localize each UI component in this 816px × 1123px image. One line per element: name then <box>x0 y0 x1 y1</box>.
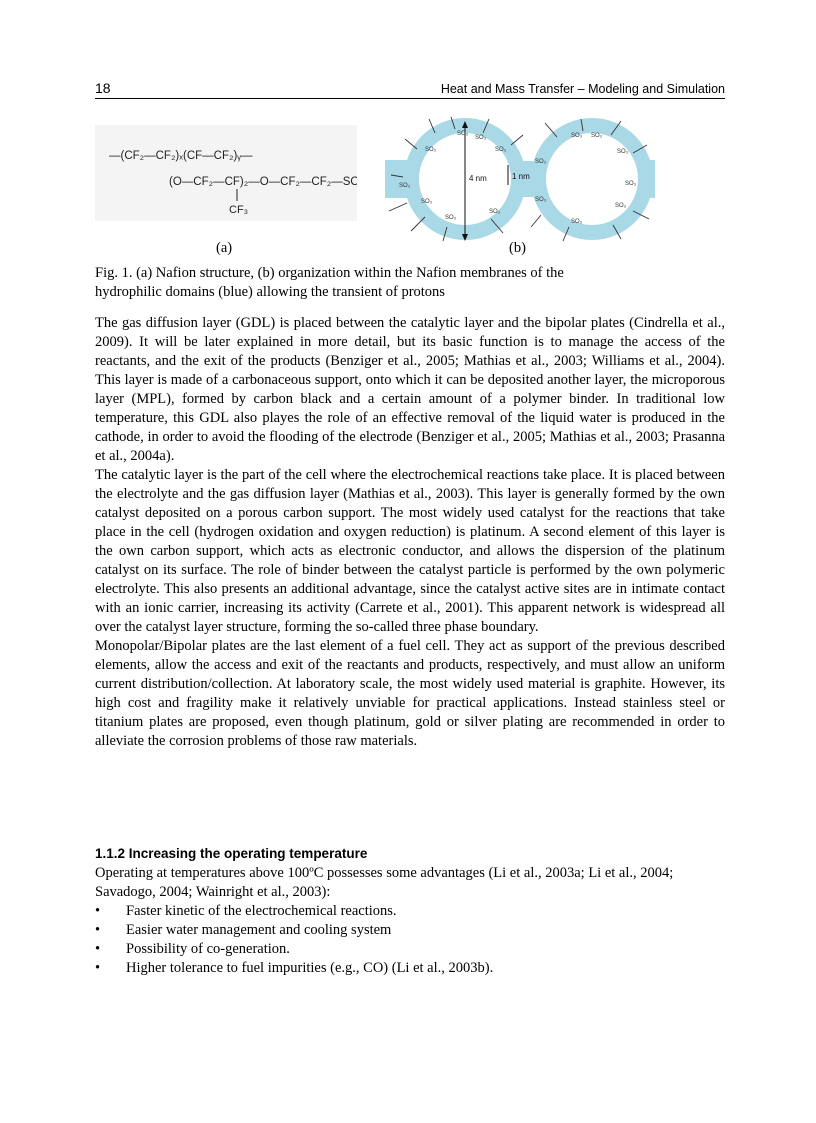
so3-label: SO₃ <box>571 219 583 225</box>
so3-label: SO₃ <box>615 203 627 209</box>
paragraph-gdl: The gas diffusion layer (GDL) is placed between the catalytic layer and the bipolar plates (Cindrella et al., 2009). It will be later explained in more detail, but its basic function is to manage the access of the reactants, and the exit of the products (Benziger et al., 2005; Mathias et al., 2003; Williams et al., 2004). This layer is made of a carbonaceous support, onto which it can be deposited another layer, the microporous layer (MPL), formed by carbon black and a certain amount of a polymer binder. In traditional low temperature, this GDL also playes the role of an effective removal of the liquid water is produced in the cathode, in order to avoid the flooding of the electrode (Benziger et al., 2005; Mathias et al., 2003; Prasanna et al., 2004a). <box>95 315 725 464</box>
pore-right-inner <box>546 133 638 225</box>
advantages-list <box>95 902 725 978</box>
so3-label: SO₃ <box>421 199 433 205</box>
caption-line-2: hydrophilic domains (blue) allowing the transient of protons <box>95 284 445 300</box>
so3-label: SO₃ <box>425 147 437 153</box>
paragraph-bipolar-plates: Monopolar/Bipolar plates are the last element of a fuel cell. They act as support of the previous described elements, allow the access and exit of the reactants and products, respectively, and must allow an uniform current distribution/collection. At laboratory scale, the most widely used material is graphite. However, its high cost and fragility make it relatively unviable for practical applications. Instead stainless steel or titanium plates are proposed, even though platinum, gold or silver plating are recommended in order to alleviate the corrosion problems of those raw materials. <box>95 638 725 749</box>
wall-size-label: 1 nm <box>512 172 530 181</box>
so3-label: SO₃ <box>457 131 469 137</box>
so3-label: SO₃ <box>571 133 583 139</box>
figure-label-a: (a) <box>216 240 233 256</box>
nafion-structure-figure <box>95 125 357 221</box>
figure-label-b: (b) <box>509 240 526 256</box>
caption-line-1: Fig. 1. (a) Nafion structure, (b) organization within the Nafion membranes of the <box>95 265 564 281</box>
section-heading: 1.1.2 Increasing the operating temperature <box>95 846 368 861</box>
so3-label: SO₃ <box>445 215 457 221</box>
running-title: Heat and Mass Transfer – Modeling and Simulation <box>440 82 725 96</box>
so3-label: SO₃ <box>495 147 507 153</box>
so3-label: SO₃ <box>617 149 629 155</box>
bullet-icon: • <box>95 960 101 976</box>
pore-size-label: 4 nm <box>469 174 487 183</box>
formula-branch-group: CF₃ <box>229 204 249 216</box>
so3-label: SO₃ <box>489 209 501 215</box>
figure-caption <box>95 264 725 302</box>
list-item: • Higher tolerance to fuel impurities (e.g., CO) (Li et al., 2003b). <box>95 960 494 976</box>
bullet-icon: • <box>95 941 101 957</box>
paragraph-catalytic-layer: The catalytic layer is the part of the cell where the electrochemical reactions take place. It is placed between the electrolyte and the gas diffusion layer (Mathias et al., 2003). This layer is generally formed by the own catalyst deposited on a porous carbon support. The most widely used catalyst for the reactions that take place in the cell (hydrogen oxidation and oxygen reduction) is platinum. A second element of this layer is the own carbon support, which acts as electronic conductor, and allows the dispersion of the platinum catalyst on its surface. The role of binder between the catalyst particle is performed by the own polymeric electrolyte. This also presents an additional advantage, since the catalyst active sites are in intimate contact with an ionic carrier, increasing its activity (Carrete et al., 2001). This apparent network is widespread all over the catalyst layer structure, forming the so-called three phase boundary. <box>95 467 725 635</box>
so3-label: SO₃ <box>535 197 547 203</box>
formula-side-chain: (O—CF₂—CF)₂—O—CF₂—CF₂—SO₃H <box>169 176 357 188</box>
body-text <box>95 314 725 751</box>
bullet-icon: • <box>95 922 101 938</box>
so3-label: SO₃ <box>625 181 637 187</box>
list-item: • Easier water management and cooling system <box>95 922 392 938</box>
so3-label: SO₃ <box>475 135 487 141</box>
formula-main-chain: —(CF₂—CF₂)ₓ(CF—CF₂)ᵧ— <box>109 150 253 162</box>
list-item: • Faster kinetic of the electrochemical reactions. <box>95 903 397 919</box>
list-item: • Possibility of co-generation. <box>95 941 290 957</box>
so3-label: SO₃ <box>399 183 411 189</box>
hydrophilic-domains-figure <box>385 115 655 245</box>
so3-label: SO₃ <box>535 159 547 165</box>
bullet-icon: • <box>95 903 101 919</box>
so3-label: SO₃ <box>591 133 603 139</box>
page-header <box>95 80 725 99</box>
section-body <box>95 864 725 978</box>
section-intro: Operating at temperatures above 100ºC possesses some advantages (Li et al., 2003a; Li et al., 2004; Savadogo, 2004; Wainright et al., 2003): <box>95 865 674 900</box>
page-number: 18 <box>95 80 111 96</box>
